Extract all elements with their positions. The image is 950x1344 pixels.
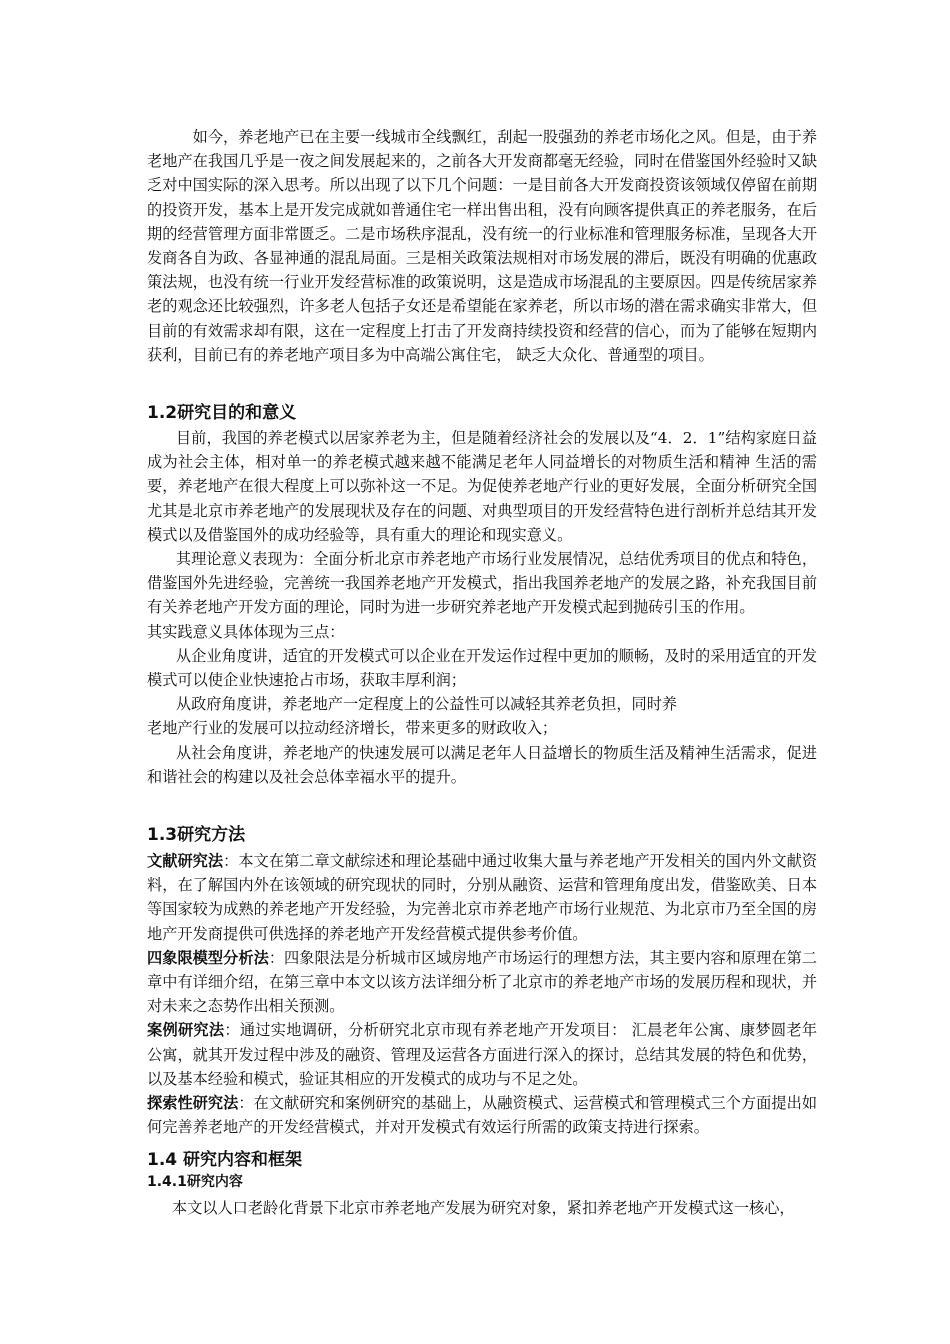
method-term: 案例研究法 (147, 1021, 225, 1040)
method-four-quadrant (147, 946, 817, 1019)
method-description: ：通过实地调研，分析研究北京市现有养老地产开发项目： 汇晨老年公寓、康梦圆老年公寓，就其开发过程中涉及的融资、管理及运营各方面进行深入的探讨，总结其发展的特色和优势，以及基本经验和模式，验证其相应的开发模式的成功与不足之处。 (147, 1021, 818, 1088)
society-perspective-paragraph: 从社会角度讲，养老地产的快速发展可以满足老年人日益增长的物质生活及精神生活需求，促进和谐社会的构建以及社会总体幸福水平的提升。 (147, 743, 817, 786)
section-1-4-1-heading: 1.4.1研究内容 (147, 1174, 243, 1190)
method-term: 文献研究法 (147, 852, 224, 870)
purpose-paragraph: 目前，我国的养老模式以居家养老为主，但是随着经济社会的发展以及“4．2．1”结构家庭日益成为社会主体，相对单一的养老模式越来越不能满足老年人同益增长的对物质生活和精神 生活的需要，养老地产在很大程度上可以弥补这一不足。为促使养老地产行业的更好发展，全面分析研究全国尤其是北京市养老地产的发展现状及存在的问题、对典型项目的开发经营特色进行剖析并总结其开发模式以及借鉴国外的成功经验等，具有重大的理论和现实意义。 (147, 429, 817, 544)
method-description: ：本文在第二章文献综述和理论基础中通过收集大量与养老地产开发相关的国内外文献资料，在了解国内外在该领域的研究现状的同时，分别从融资、运营和管理角度出发，借鉴欧美、日本等国家较为成熟的养老地产开发经验，为完善北京市养老地产市场行业规范、为北京市乃至全国的房地产开发商提供可供选择的养老地产开发经营模式提供参考价值。 (147, 852, 818, 943)
method-description: ：四象限法是分析城市区域房地产市场运行的理想方法，其主要内容和原理在第二章中有详细介绍，在第三章中本文以该方法详细分析了北京市的养老地产市场的发展历程和现状，并对未来之态势作出相关预测。 (147, 948, 818, 1016)
section-1-3-heading: 1.3研究方法 (147, 825, 246, 845)
method-term: 探索性研究法 (147, 1094, 239, 1113)
section-1-4-body (147, 1196, 817, 1220)
method-case-study (147, 1018, 817, 1091)
government-perspective-line: 从政府角度讲，养老地产一定程度上的公益性可以减轻其养老负担，同时养 (175, 695, 678, 714)
intro-paragraph: 如今，养老地产已在主要一线城市全线飘红，刮起一股强劲的养老市场化之风。但是，由于养老地产在我国几乎是一夜之间发展起来的，之前各大开发商都毫无经验，同时在借鉴国外经验时又缺乏对中国实际的深入思考。所以出现了以下几个问题：一是目前各大开发商投资该领域仅停留在前期的投资开发，基本上是开发完成就如普通住宅一样出售出租，没有向顾客提供真正的养老服务，在后期的经营管理方面非常匮乏。二是市场秩序混乱，没有统一的行业标准和管理服务标准，呈现各大开发商各自为政、各显神通的混乱局面。三是相关政策法规相对市场发展的滞后，既没有明确的优惠政策法规，也没有统一行业开发经营标准的政策说明，这是造成市场混乱的主要原因。四是传统居家养老的观念还比较强烈，许多老人包括子女还是希望能在家养老，所以市场的潜在需求确实非常大，但目前的有效需求却有限，这在一定程度上打击了开发商持续投资和经营的信心，而为了能够在短期内获利，目前已有的养老地产项目多为中高端公寓住宅， 缺乏大众化、普通型的项目。 (147, 128, 817, 364)
section-1-3-body (147, 849, 817, 1139)
method-exploratory (147, 1091, 817, 1139)
research-content-paragraph: 本文以人口老龄化背景下北京市养老地产发展为研究对象，紧扣养老地产开发模式这一核心， (171, 1199, 795, 1217)
government-perspective-continued: 老地产行业的发展可以拉动经济增长，带来更多的财政收入； (147, 719, 558, 738)
method-description: ：在文献研究和案例研究的基础上，从融资模式、运营模式和管理模式三个方面提出如何完善养老地产的开发经营模式，并对开发模式有效运行所需的政策支持进行探索。 (147, 1094, 818, 1137)
practice-significance-intro: 其实践意义具体体现为三点： (147, 622, 345, 641)
section-1-4-heading: 1.4 研究内容和框架 (147, 1150, 303, 1170)
method-literature (147, 849, 817, 946)
section-1-2-heading: 1.2研究目的和意义 (147, 403, 297, 423)
method-term: 四象限模型分析法 (147, 948, 269, 967)
enterprise-perspective-paragraph: 从企业角度讲，适宜的开发模式可以企业在开发运作过程中更加的顺畅，及时的采用适宜的开发模式可以使企业快速抢占市场，获取丰厚利润； (147, 646, 817, 690)
theory-significance-paragraph: 其理论意义表现为：全面分析北京市养老地产市场行业发展情况，总结优秀项目的优点和特色，借鉴国外先进经验，完善统一我国养老地产开发模式，指出我国养老地产的发展之路，补充我国目前有关养老地产开发方面的理论，同时为进一步研究养老地产开发模式起到抛砖引玉的作用。 (147, 550, 817, 617)
section-1-2-body (147, 426, 817, 789)
intro-section (147, 125, 817, 367)
